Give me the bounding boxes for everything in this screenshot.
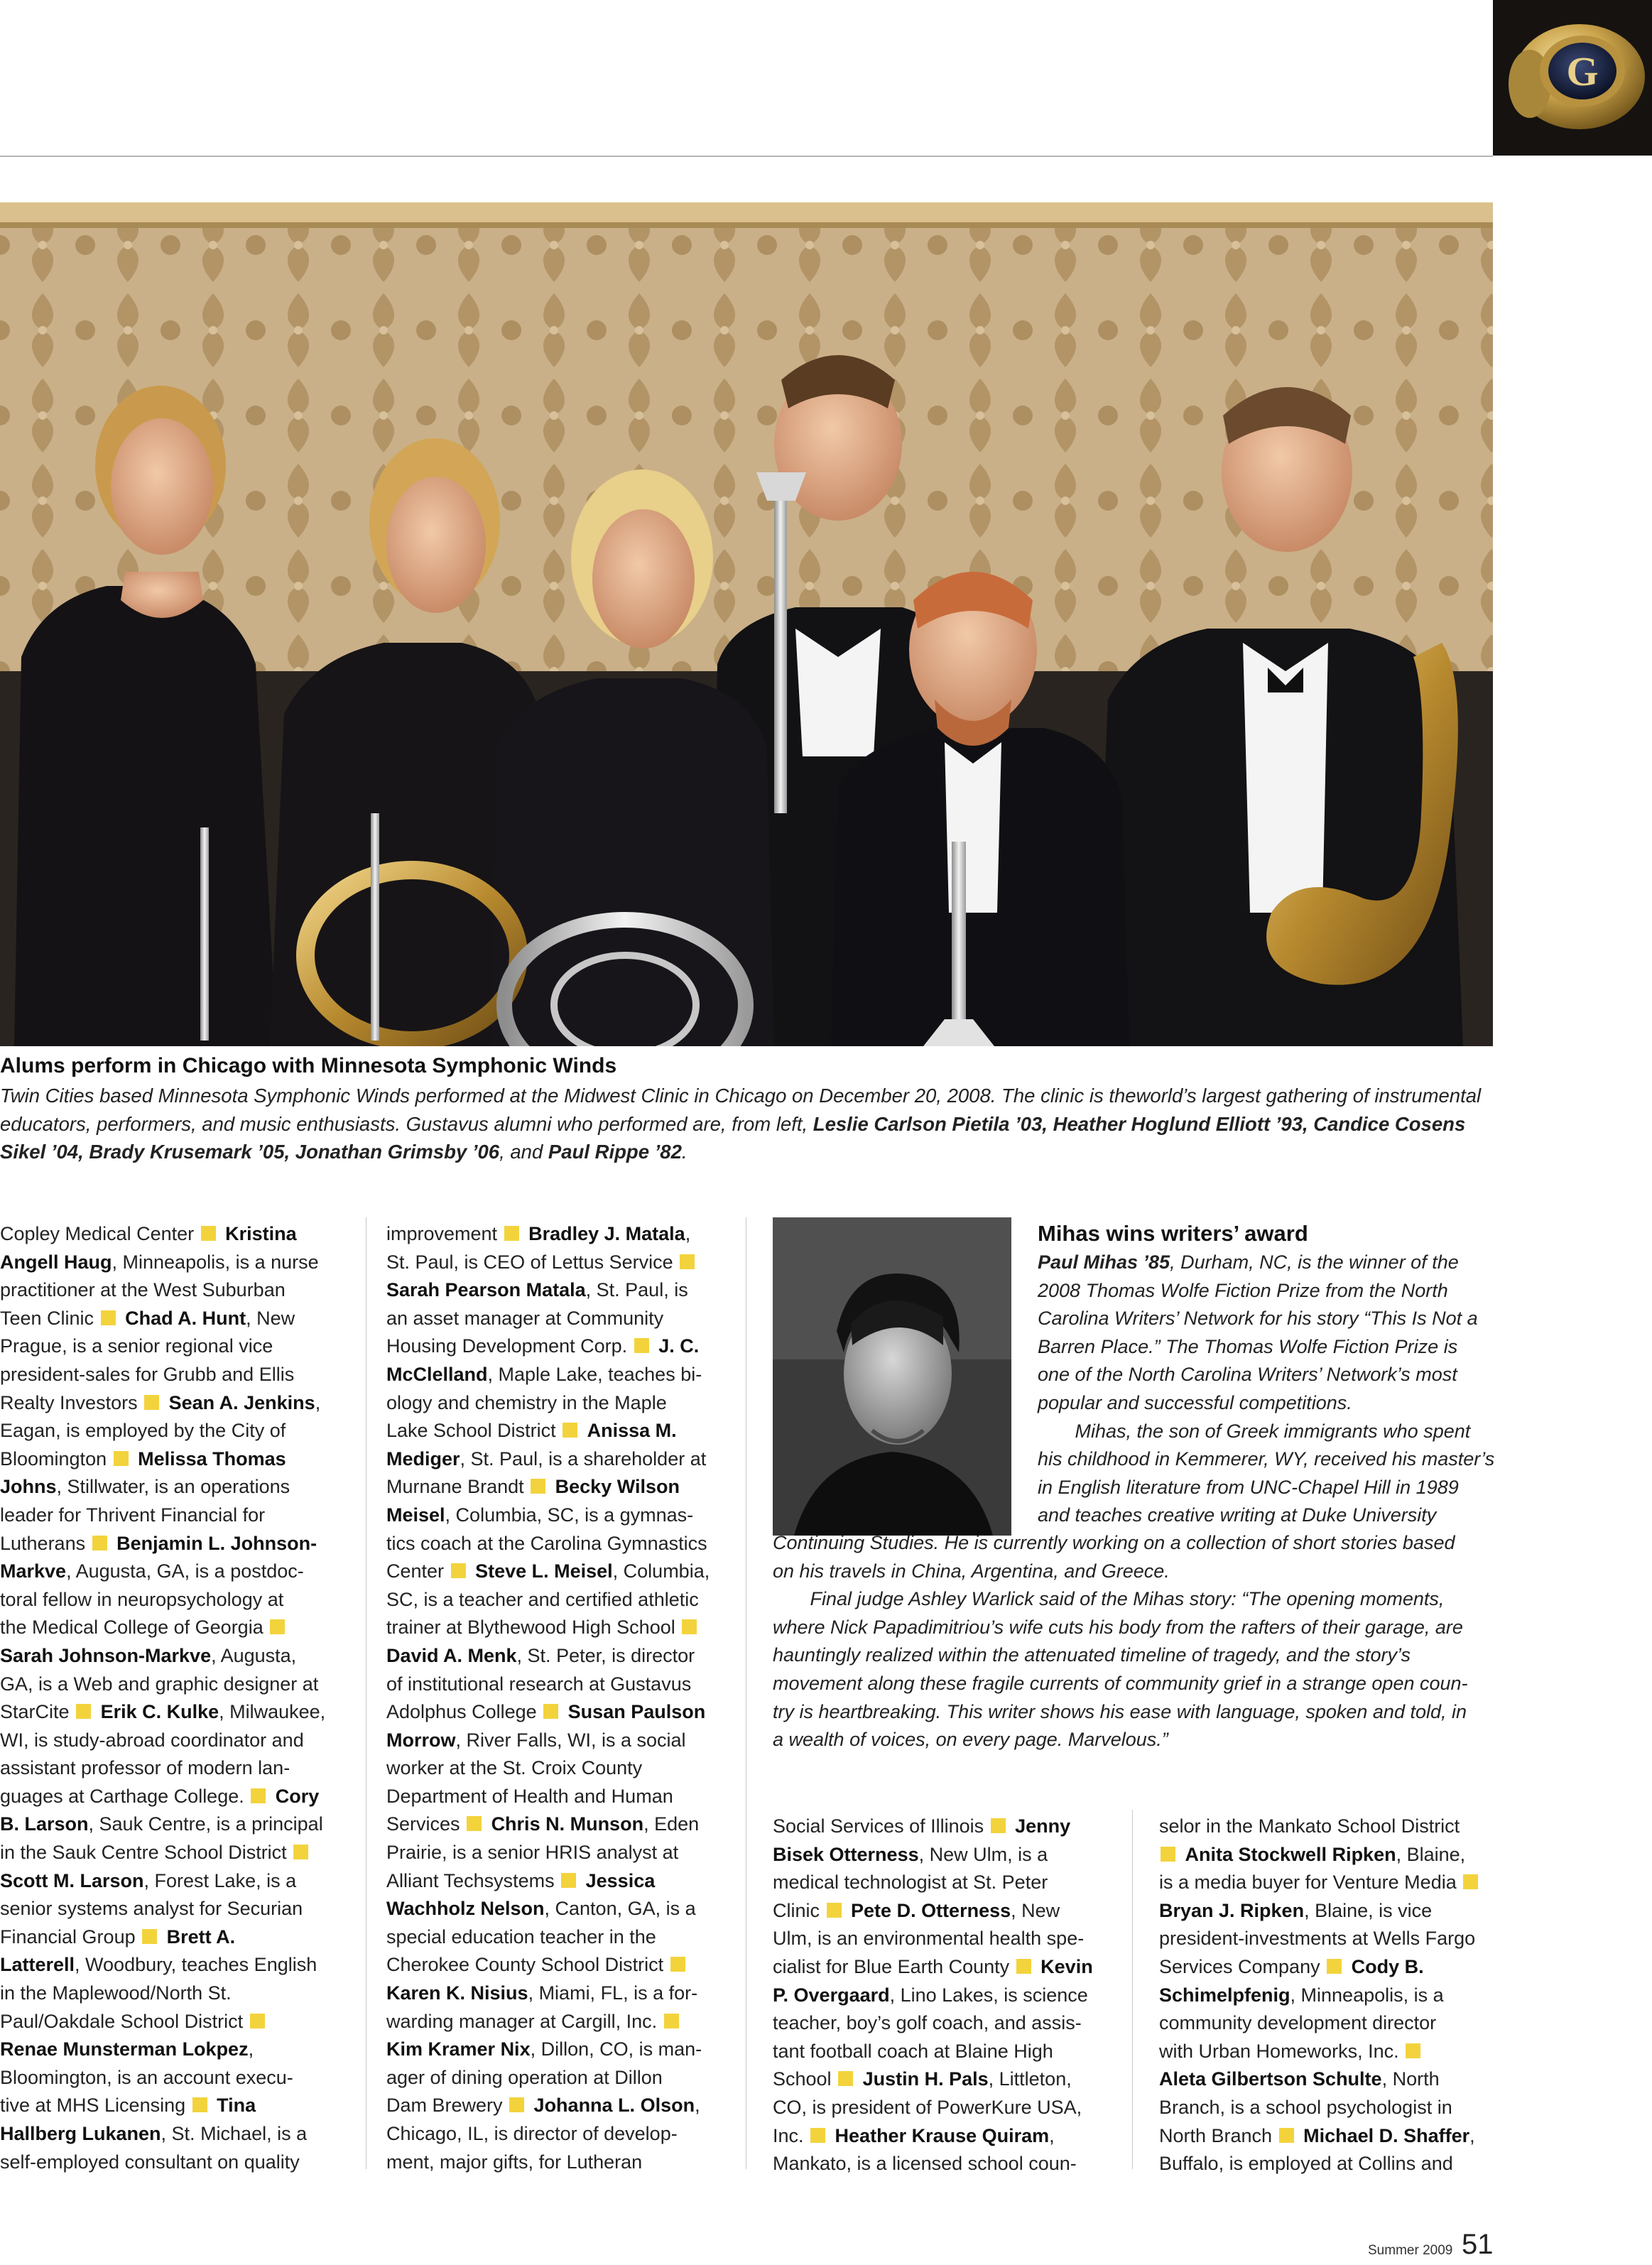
square-bullet-icon: [827, 1903, 842, 1918]
column-text-line: president-investments at Wells Fargo: [1159, 1928, 1476, 1950]
column-text-line: Bisek Otterness, New Ulm, is a: [773, 1843, 1048, 1865]
column-text-line: David A. Menk, St. Peter, is director: [386, 1644, 695, 1666]
news-column-2: [386, 1220, 727, 2176]
mihas-text-line: his childhood in Kemmerer, WY, received his master’s: [1038, 1448, 1495, 1470]
column-text-line: special education teacher in the: [386, 1925, 656, 1948]
column-text-line: Center Steve L. Meisel, Columbia,: [386, 1560, 710, 1582]
column-text-line: Social Services of Illinois Jenny: [773, 1815, 1071, 1837]
column-text-line: Anita Stockwell Ripken, Blaine,: [1159, 1841, 1500, 1869]
column-text-line: Meisel, Columbia, SC, is a gymnas-: [386, 1504, 694, 1526]
square-bullet-icon: [251, 1788, 266, 1803]
column-text-line: Angell Haug, Minneapolis, is a nurse: [0, 1251, 319, 1273]
column-text-line: president-sales for Grubb and Ellis: [0, 1363, 295, 1385]
square-bullet-icon: [504, 1226, 519, 1241]
column-text-line: Bloomington, is an account execu-: [0, 2066, 293, 2088]
square-bullet-icon: [1279, 2128, 1294, 2143]
column-text-line: Kim Kramer Nix, Dillon, CO, is man-: [386, 2038, 702, 2060]
column-text-line: Markve, Augusta, GA, is a postdoc-: [0, 1560, 304, 1582]
square-bullet-icon: [682, 1619, 697, 1634]
mihas-text-line: one of the North Carolina Writers’ Network’s most: [1038, 1364, 1457, 1386]
column-text-line: Prague, is a senior regional vice: [0, 1335, 273, 1357]
class-ring-logo: [1493, 0, 1652, 156]
square-bullet-icon: [293, 1845, 308, 1859]
column-text-line: an asset manager at Community: [386, 1307, 664, 1329]
svg-text:G: G: [1566, 48, 1599, 94]
column-text-line: Bloomington Melissa Thomas: [0, 1447, 286, 1470]
column-text-line: McClelland, Maple Lake, teaches bi-: [386, 1363, 702, 1385]
issue-label: Summer 2009: [1368, 2243, 1453, 2258]
column-text-line: Sarah Johnson-Markve, Augusta,: [0, 1644, 297, 1666]
column-text-line: of institutional research at Gustavus: [386, 1673, 692, 1695]
column-text-line: Johns, Stillwater, is an operations: [0, 1476, 290, 1498]
column-text-line: Latterell, Woodbury, teaches English: [0, 1954, 317, 1976]
column-text-line: leader for Thrivent Financial for: [0, 1504, 266, 1526]
square-bullet-icon: [664, 2014, 679, 2028]
mihas-text-line: movement along these fragile currents of community grief in a strange open coun-: [773, 1672, 1468, 1694]
column-text-line: St. Paul, is CEO of Lettus Service: [386, 1249, 727, 1277]
column-text-line: Clinic Pete D. Otterness, New: [773, 1899, 1060, 1921]
square-bullet-icon: [561, 1873, 576, 1888]
square-bullet-icon: [92, 1536, 107, 1550]
column-text-line: guages at Carthage College. Cory: [0, 1785, 320, 1807]
mihas-text-line: try is heartbreaking. This writer shows his ease with language, spoken and told, in: [773, 1700, 1467, 1722]
column-text-line: community development director: [1159, 2012, 1437, 2034]
column-text-line: ment, major gifts, for Lutheran: [386, 2151, 643, 2173]
column-text-line: toral fellow in neuropsychology at: [0, 1588, 284, 1610]
column-text-line: worker at the St. Croix County: [386, 1757, 643, 1779]
mihas-text-line: popular and successful competitions.: [1038, 1391, 1352, 1413]
square-bullet-icon: [76, 1704, 91, 1719]
square-bullet-icon: [838, 2071, 853, 2086]
column-text-line: WI, is study-abroad coordinator and: [0, 1729, 304, 1751]
column-text-line: Prairie, is a senior HRIS analyst at: [386, 1842, 679, 1864]
column-text-line: Scott M. Larson, Forest Lake, is a: [0, 1869, 297, 1891]
column-text-line: School Justin H. Pals, Littleton,: [773, 2068, 1072, 2090]
column-text-line: Housing Development Corp. J. C.: [386, 1335, 700, 1357]
column-text-line: Hallberg Lukanen, St. Michael, is a: [0, 2123, 308, 2144]
news-column-4: [1159, 1813, 1500, 2178]
page-number: 51: [1462, 2229, 1494, 2260]
mihas-text-line: where Nick Papadimitriou’s wife cuts his body from the rafters of their garage, are: [773, 1616, 1463, 1638]
square-bullet-icon: [670, 1957, 685, 1972]
column-text-line: warding manager at Cargill, Inc.: [386, 2008, 727, 2036]
mihas-text-line: 2008 Thomas Wolfe Fiction Prize from the North: [1038, 1279, 1448, 1301]
photo-caption: [0, 1082, 1499, 1166]
column-text-line: Mediger, St. Paul, is a shareholder at: [386, 1447, 707, 1470]
column-text-line: Aleta Gilbertson Schulte, North: [1159, 2068, 1440, 2090]
square-bullet-icon: [250, 2014, 265, 2028]
column-text-line: with Urban Homeworks, Inc.: [1159, 2038, 1500, 2066]
column-text-line: self-employed consultant on quality: [0, 2151, 300, 2173]
column-text-line: Renae Munsterman Lokpez,: [0, 2038, 254, 2060]
column-text-line: senior systems analyst for Securian: [0, 1898, 303, 1920]
column-text-line: Eagan, is employed by the City of: [0, 1420, 286, 1442]
caption-line: educators, performers, and music enthusiasts. Gustavus alumni who performed are, from left, Leslie Carlson Pietila ’03, Heather Hoglund Elliott ’93, Candice Cosens: [0, 1112, 1466, 1135]
column-text-line: is a media buyer for Venture Media: [1159, 1869, 1500, 1897]
group-photo: [0, 202, 1493, 1046]
square-bullet-icon: [270, 1619, 285, 1634]
square-bullet-icon: [142, 1929, 157, 1944]
column-text-line: Karen K. Nisius, Miami, FL, is a for-: [386, 1982, 698, 2004]
square-bullet-icon: [531, 1479, 545, 1494]
column-text-line: trainer at Blythewood High School: [386, 1614, 727, 1642]
column-text-line: Teen Clinic Chad A. Hunt, New: [0, 1307, 295, 1329]
square-bullet-icon: [543, 1704, 558, 1719]
column-text-line: Department of Health and Human: [386, 1785, 673, 1807]
column-text-line: in the Maplewood/North St.: [0, 1982, 232, 2004]
column-text-line: Mankato, is a licensed school coun-: [773, 2153, 1077, 2175]
mihas-text-line: and teaches creative writing at Duke University: [1038, 1504, 1437, 1526]
caption-line: Sikel ’04, Brady Krusemark ’05, Jonathan Grimsby ’06, and Paul Rippe ’82.: [0, 1141, 688, 1163]
column-text-line: improvement Bradley J. Matala,: [386, 1223, 691, 1244]
column-text-line: Lake School District Anissa M.: [386, 1420, 677, 1442]
square-bullet-icon: [991, 1818, 1006, 1833]
column-text-line: Alliant Techsystems Jessica: [386, 1869, 656, 1891]
column-text-line: B. Larson, Sauk Centre, is a principal: [0, 1813, 323, 1835]
column-text-line: Ulm, is an environmental health spe-: [773, 1928, 1085, 1950]
column-text-line: Branch, is a school psychologist in: [1159, 2096, 1452, 2118]
column-text-line: teacher, boy’s golf coach, and assis-: [773, 2012, 1082, 2034]
column-text-line: medical technologist at St. Peter: [773, 1872, 1048, 1894]
column-text-line: the Medical College of Georgia: [0, 1614, 341, 1642]
column-text-line: Bryan J. Ripken, Blaine, is vice: [1159, 1899, 1433, 1921]
column-text-line: Cherokee County School District: [386, 1951, 727, 1979]
square-bullet-icon: [1463, 1874, 1478, 1889]
caption-line: Twin Cities based Minnesota Symphonic Winds performed at the Midwest Clinic in Chicago on December 20, 2008. The clinic is theworld’s largest gathering of instrumental: [0, 1085, 1482, 1107]
square-bullet-icon: [810, 2128, 825, 2143]
square-bullet-icon: [467, 1816, 482, 1831]
square-bullet-icon: [1161, 1847, 1175, 1862]
column-text-line: Murnane Brandt Becky Wilson: [386, 1476, 680, 1498]
mihas-text-line: Mihas, the son of Greek immigrants who spent: [1038, 1420, 1471, 1442]
column-text-line: Wachholz Nelson, Canton, GA, is a: [386, 1898, 696, 1920]
photo-caption-title: Alums perform in Chicago with Minnesota Symphonic Winds: [0, 1054, 617, 1077]
square-bullet-icon: [634, 1338, 649, 1353]
column-text-line: Buffalo, is employed at Collins and: [1159, 2153, 1453, 2175]
column-text-line: in the Sauk Centre School District: [0, 1839, 341, 1867]
column-text-line: Inc. Heather Krause Quiram,: [773, 2124, 1055, 2146]
column-text-line: SC, is a teacher and certified athletic: [386, 1588, 699, 1610]
column-text-line: Paul/Oakdale School District: [0, 2008, 341, 2036]
column-text-line: Dam Brewery Johanna L. Olson,: [386, 2095, 700, 2117]
mihas-text-line: Carolina Writers’ Network for his story “This Is Not a: [1038, 1308, 1478, 1330]
column-text-line: North Branch Michael D. Shaffer,: [1159, 2124, 1475, 2146]
column-divider: [1132, 1810, 1133, 2169]
news-column-3: [773, 1813, 1114, 2178]
mihas-text-line: in English literature from UNC-Chapel Hill in 1989: [1038, 1476, 1459, 1498]
mihas-portrait: [773, 1217, 1011, 1536]
header-rule: [0, 156, 1493, 157]
column-text-line: GA, is a Web and graphic designer at: [0, 1673, 319, 1695]
column-text-line: Realty Investors Sean A. Jenkins,: [0, 1391, 321, 1413]
column-text-line: Financial Group Brett A.: [0, 1925, 236, 1948]
square-bullet-icon: [192, 2097, 207, 2112]
square-bullet-icon: [1016, 1959, 1031, 1974]
column-text-line: tive at MHS Licensing Tina: [0, 2095, 256, 2117]
column-text-line: Lutherans Benjamin L. Johnson-: [0, 1532, 317, 1554]
square-bullet-icon: [114, 1451, 129, 1466]
column-text-line: selor in the Mankato School District: [1159, 1815, 1460, 1837]
mihas-text-line: a wealth of voices, on every page. Marvelous.”: [773, 1729, 1168, 1751]
column-text-line: Schimelpfenig, Minneapolis, is a: [1159, 1984, 1444, 2006]
column-text-line: Sarah Pearson Matala, St. Paul, is: [386, 1279, 688, 1301]
mihas-story-text: [1038, 1249, 1494, 1530]
column-text-line: StarCite Erik C. Kulke, Milwaukee,: [0, 1701, 326, 1723]
mihas-text-line: Continuing Studies. He is currently working on a collection of short stories based: [773, 1532, 1455, 1553]
column-text-line: Chicago, IL, is director of develop-: [386, 2123, 678, 2144]
column-text-line: Copley Medical Center Kristina: [0, 1223, 297, 1244]
column-text-line: Adolphus College Susan Paulson: [386, 1701, 706, 1723]
column-text-line: CO, is president of PowerKure USA,: [773, 2096, 1082, 2118]
square-bullet-icon: [509, 2097, 524, 2112]
square-bullet-icon: [144, 1395, 159, 1410]
column-text-line: Morrow, River Falls, WI, is a social: [386, 1729, 686, 1751]
column-text-line: ology and chemistry in the Maple: [386, 1391, 667, 1413]
column-text-line: ager of dining operation at Dillon: [386, 2066, 663, 2088]
square-bullet-icon: [201, 1226, 216, 1241]
mihas-text-line: Paul Mihas ’85, Durham, NC, is the winner of the: [1038, 1251, 1459, 1273]
mihas-text-line: hauntingly realized within the attenuated timeline of tragedy, and the story’s: [773, 1644, 1411, 1666]
square-bullet-icon: [680, 1254, 695, 1269]
column-text-line: cialist for Blue Earth County Kevin: [773, 1955, 1093, 1977]
square-bullet-icon: [563, 1423, 577, 1438]
mihas-text-line: Barren Place.” The Thomas Wolfe Fiction Prize is: [1038, 1335, 1458, 1357]
column-text-line: assistant professor of modern lan-: [0, 1757, 290, 1779]
news-column-1: [0, 1220, 341, 2176]
square-bullet-icon: [101, 1310, 116, 1325]
square-bullet-icon: [1327, 1959, 1342, 1974]
column-text-line: Services Company Cody B.: [1159, 1955, 1424, 1977]
mihas-story-text-continued: [773, 1529, 1468, 1754]
mihas-headline: Mihas wins writers’ award: [1038, 1221, 1308, 1246]
column-text-line: Services Chris N. Munson, Eden: [386, 1813, 700, 1835]
square-bullet-icon: [451, 1563, 466, 1578]
mihas-text-line: on his travels in China, Argentina, and Greece.: [773, 1560, 1170, 1582]
square-bullet-icon: [1406, 2043, 1420, 2058]
column-text-line: tics coach at the Carolina Gymnastics: [386, 1532, 707, 1554]
mihas-text-line: Final judge Ashley Warlick said of the Mihas story: “The opening moments,: [773, 1588, 1445, 1610]
column-text-line: tant football coach at Blaine High: [773, 2040, 1053, 2062]
column-text-line: P. Overgaard, Lino Lakes, is science: [773, 1984, 1088, 2006]
column-text-line: practitioner at the West Suburban: [0, 1279, 286, 1301]
